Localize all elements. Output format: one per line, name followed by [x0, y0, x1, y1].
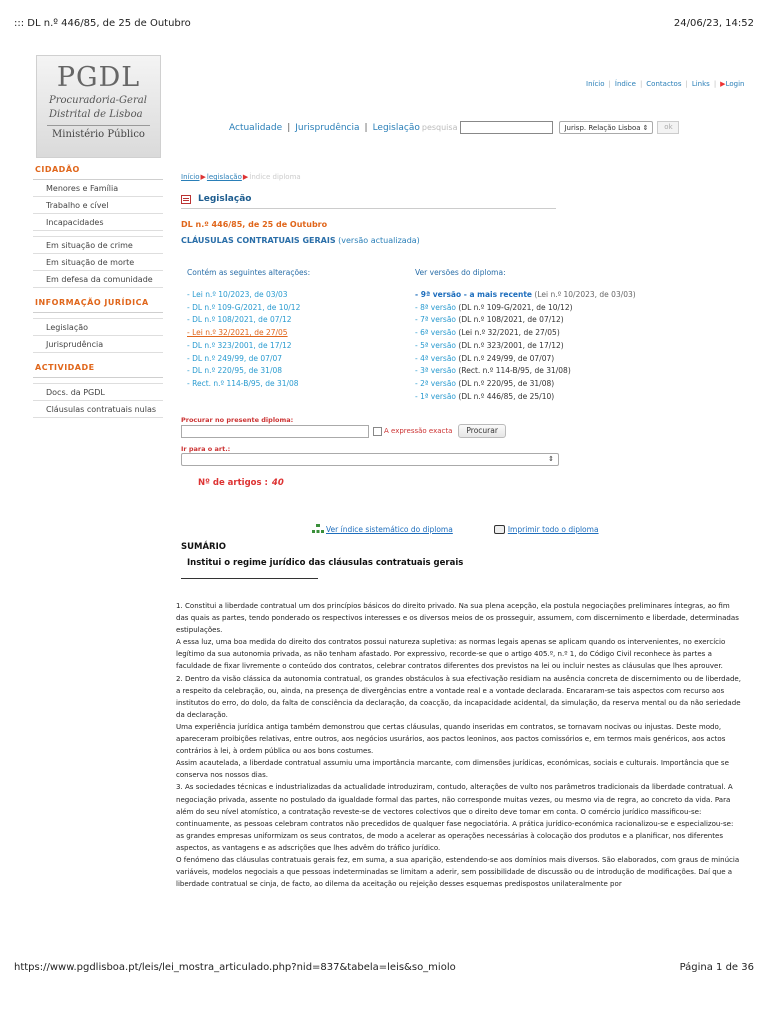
printer-icon [494, 525, 505, 534]
version-detail: (DL n.º 108/2021, de 07/12) [458, 315, 564, 325]
search-scope-select[interactable] [559, 121, 653, 134]
updown-icon: ⇕ [642, 123, 649, 132]
alteracao-link[interactable]: - DL n.º 109-G/2021, de 10/12 [187, 302, 301, 312]
imprimir-link[interactable]: Imprimir todo o diploma [507, 524, 599, 534]
sidebar-heading-actividade: ACTIVIDADE [33, 361, 163, 378]
sidebar-item-jurisprudencia[interactable]: Jurisprudência [33, 336, 163, 353]
diploma-version-note: (versão actualizada) [338, 236, 420, 245]
n-artigos [198, 478, 284, 488]
sidebar-item-crime[interactable]: Em situação de crime [33, 237, 163, 254]
version-detail: (DL n.º 446/85, de 25/10) [458, 391, 555, 401]
procurar-button[interactable]: Procurar [458, 424, 506, 438]
procurar-row [181, 424, 506, 438]
link-login[interactable]: Login [725, 80, 745, 88]
logo-name: PGDL [56, 62, 141, 93]
print-header [14, 18, 754, 29]
logo-line3: Ministério Público [52, 129, 145, 140]
procurar-input[interactable] [181, 425, 369, 438]
breadcrumb [181, 173, 301, 181]
print-url: https://www.pgdlisboa.pt/leis/lei_mostra_articulado.php?nid=837&tabela=leis&so_miolo [14, 962, 456, 973]
section-title [181, 194, 556, 209]
version-current-detail: (Lei n.º 10/2023, de 03/03) [534, 290, 636, 299]
paragraph: 2. Dentro da visão clássica da autonomia contratual, os grandes obstáculos à sua efectivação residiam na ausência concreta de discernimento ou de liberdade, a respeito da celebração, ou, ainda, na presença de divergências entre a vontade real e a vontade declarada. Encararam-se tais aspectos com recurso aos institutos do erro, do dolo, da falta de consciência da declaração, da coacção, da incapacidade acidental, da simulação, da reserva mental ou da não seriedade da declaração. [176, 673, 741, 719]
version-link[interactable]: - 8ª versão [415, 302, 457, 312]
paragraph: O fenómeno das cláusulas contratuais gerais fez, em suma, a sua aparição, estendendo-se aos domínios mais diversos. São elaborados, com graus de minúcia variáveis, modelos negociais a que pessoas indeterminadas se limitam a aderir, sem possibilidade de discussão ou de introdução de modificações. Daí que a liberdade contratual se cinja, de facto, ao dilema da aceitação ou rejeição desses esquemas predispostos unilateralmente por [176, 854, 740, 889]
search-label: pesquisa [421, 123, 458, 132]
version-link[interactable]: - 6ª versão [415, 328, 457, 338]
pgdl-logo[interactable] [36, 55, 161, 158]
logo-line1: Procuradoria-Geral [49, 95, 147, 106]
version-link[interactable]: - 7ª versão [415, 315, 457, 325]
sidebar-item-legislacao[interactable]: Legislação [33, 319, 163, 336]
search-scope-value: Jurisp. Relação Lisboa [564, 123, 641, 132]
link-contactos[interactable]: Contactos [646, 80, 682, 88]
diploma-subject: CLÁUSULAS CONTRATUAIS GERAIS [181, 236, 336, 245]
print-footer [14, 962, 754, 973]
tree-icon [312, 524, 324, 534]
diploma-links [312, 524, 599, 534]
login-arrow-icon: ▶ [720, 80, 726, 88]
alteracao-link[interactable]: - DL n.º 220/95, de 31/08 [187, 366, 283, 376]
print-title: ::: DL n.º 446/85, de 25 de Outubro [14, 18, 191, 29]
sidebar-item-trabalho[interactable]: Trabalho e cível [33, 197, 163, 214]
sidebar-item-docs[interactable]: Docs. da PGDL [33, 384, 163, 401]
sumario-divider [181, 578, 318, 579]
sidebar-item-menores[interactable]: Menores e Família [33, 180, 163, 197]
search-go-button[interactable]: ok [657, 121, 679, 134]
preambulo-text [176, 600, 742, 890]
paragraph: 3. As sociedades técnicas e industrializadas da actualidade introduziram, contudo, alterações de vulto nos parâmetros tradicionais da liberdade contratual. A negociação privada, assente no postulado da igualdade formal das partes, não corresponde muitas vezes, ou mesmo via de regra, ao concreto da vida. Para além do seu nível atomístico, a contratação reveste-se de vectores colectivos que o direito deve tomar em conta. O comércio jurídico massificou-se: continuamente, as pessoas celebram contratos não precedidos de qualquer fase negociatória. A prática jurídico-económica racionalizou-se e especializou-se: as grandes empresas uniformizam os seus contratos, de modo a acelerar as operações necessárias à colocação dos produtos e a planificar, nos diferentes aspectos, as vantagens e as adscrições que lhes advêm do tráfico jurídico. [176, 782, 734, 852]
list-icon [181, 195, 191, 204]
procurar-label: Procurar no presente diploma: [181, 416, 294, 424]
version-detail: (Lei n.º 32/2021, de 27/05) [458, 328, 560, 338]
paragraph: Assim acautelada, a liberdade contratual assumiu uma importância marcante, com dimensões jurídicas, económicas, sociais e culturais. Importância que se conserva nos nossos dias. [176, 758, 729, 780]
alteracao-link[interactable]: - Lei n.º 32/2021, de 27/05 [187, 328, 288, 338]
exact-checkbox[interactable] [373, 427, 382, 436]
n-artigos-value: 40 [271, 478, 284, 488]
breadcrumb-arrow-icon: ▶ [200, 173, 206, 181]
version-link[interactable]: - 5ª versão [415, 340, 457, 350]
diploma-subtitle [181, 236, 420, 245]
link-inicio[interactable]: Início [586, 80, 605, 88]
version-detail: (DL n.º 220/95, de 31/08) [458, 378, 555, 388]
paragraph: 1. Constitui a liberdade contratual um dos princípios básicos do direito privado. Na sua plena acepção, ela postula negociações preliminares íntegras, ao fim das quais as partes, tendo ponderado os respectivos interesses e os diversos meios de os prosseguir, assumem, com discernimento e liberdade, determinadas estipulações. [176, 601, 739, 635]
versoes-heading: Ver versões do diploma: [415, 268, 506, 277]
version-current-link[interactable]: - 9ª versão - a mais recente [415, 290, 532, 299]
sidebar-item-clausulas[interactable]: Cláusulas contratuais nulas [33, 401, 163, 418]
paragraph: Uma experiência jurídica antiga também demonstrou que certas cláusulas, quando inseridas em contratos, se tornavam nocivas ou injustas. Deste modo, apareceram proibições relativas, entre outros, aos negócios usurários, aos pactos leoninos, aos pactos comissórios e, em termos mais genéricos, aos actos contrários à lei, à ordem pública ou aos bons costumes. [176, 721, 726, 756]
version-link[interactable]: - 2ª versão [415, 378, 457, 388]
section-title-text: Legislação [198, 194, 252, 204]
top-links: Início | Índice | Contactos | Links | ▶Login [586, 80, 745, 88]
paragraph: A essa luz, uma boa medida do direito dos contratos possui natureza supletiva: as normas legais apenas se aplicam quando os intervenientes, no exercício legítimo da sua autonomia privada, as não tenham afastado. Por expressivo, recorde-se que o artigo 405.º, n.º 1, do Código Civil reconhece às partes a faculdade de fixar livremente o conteúdo dos contratos, celebrar contratos diferentes dos previstos na lei ou incluir nestes as cláusulas que lhes aprouver. [176, 637, 726, 671]
version-detail: (DL n.º 323/2001, de 17/12) [458, 340, 564, 350]
version-detail: (Rect. n.º 114-B/95, de 31/08) [458, 366, 571, 376]
breadcrumb-inicio[interactable]: Início [181, 173, 200, 181]
logo-line2: Distrital de Lisboa [49, 109, 143, 120]
sidebar-item-comunidade[interactable]: Em defesa da comunidade [33, 271, 163, 288]
print-datetime: 24/06/23, 14:52 [673, 18, 754, 29]
alteracoes-list [187, 289, 300, 391]
nav-jurisprudencia[interactable]: Jurisprudência [295, 122, 360, 133]
indice-link[interactable]: Ver índice sistemático do diploma [326, 524, 453, 534]
search-bar: Actualidade | Jurisprudência | Legislação pesquisa Jurisp. Relação Lisboa ⇕ ok [229, 121, 679, 134]
version-link[interactable]: - 4ª versão [415, 353, 457, 363]
exact-label: A expressão exacta [384, 427, 453, 435]
sidebar [33, 163, 163, 418]
logo-divider [47, 125, 150, 126]
ir-para-select[interactable] [181, 453, 559, 466]
sidebar-heading-informacao: INFORMAÇÃO JURÍDICA [33, 296, 163, 313]
version-link[interactable]: - 1ª versão [415, 391, 457, 401]
alteracao-link[interactable]: - Rect. n.º 114-B/95, de 31/08 [187, 378, 299, 388]
alteracao-link[interactable]: - DL n.º 108/2021, de 07/12 [187, 315, 292, 325]
search-input[interactable] [460, 121, 553, 134]
alteracao-link[interactable]: - DL n.º 249/99, de 07/07 [187, 353, 283, 363]
updown-icon: ⇕ [548, 455, 554, 463]
sumario-heading: SUMÁRIO [181, 542, 226, 552]
ir-para-label: Ir para o art.: [181, 445, 231, 453]
breadcrumb-legislacao[interactable]: legislação [206, 173, 242, 181]
version-detail: (DL n.º 249/99, de 07/07) [458, 353, 555, 363]
print-page: Página 1 de 36 [679, 962, 754, 973]
nav-legislacao[interactable]: Legislação [372, 122, 420, 133]
n-artigos-label: Nº de artigos : [198, 478, 268, 488]
link-indice[interactable]: Índice [614, 80, 636, 88]
link-links[interactable]: Links [691, 80, 710, 88]
sumario-text: Institui o regime jurídico das cláusulas contratuais gerais [187, 558, 464, 568]
alteracao-link[interactable]: - Lei n.º 10/2023, de 03/03 [187, 290, 288, 299]
diploma-title: DL n.º 446/85, de 25 de Outubro [181, 220, 328, 229]
nav-actualidade[interactable]: Actualidade [229, 122, 283, 133]
sidebar-heading-cidadao: CIDADÃO [33, 163, 163, 180]
alteracao-link[interactable]: - DL n.º 323/2001, de 17/12 [187, 340, 292, 350]
versoes-list [415, 289, 636, 403]
sidebar-item-incapacidades[interactable]: Incapacidades [33, 214, 163, 231]
version-detail: (DL n.º 109-G/2021, de 10/12) [458, 302, 573, 312]
sidebar-item-morte[interactable]: Em situação de morte [33, 254, 163, 271]
version-link[interactable]: - 3ª versão [415, 366, 457, 376]
breadcrumb-arrow-icon: ▶ [242, 173, 249, 181]
alteracoes-heading: Contém as seguintes alterações: [187, 268, 311, 277]
breadcrumb-current: Índice diploma [249, 173, 301, 181]
